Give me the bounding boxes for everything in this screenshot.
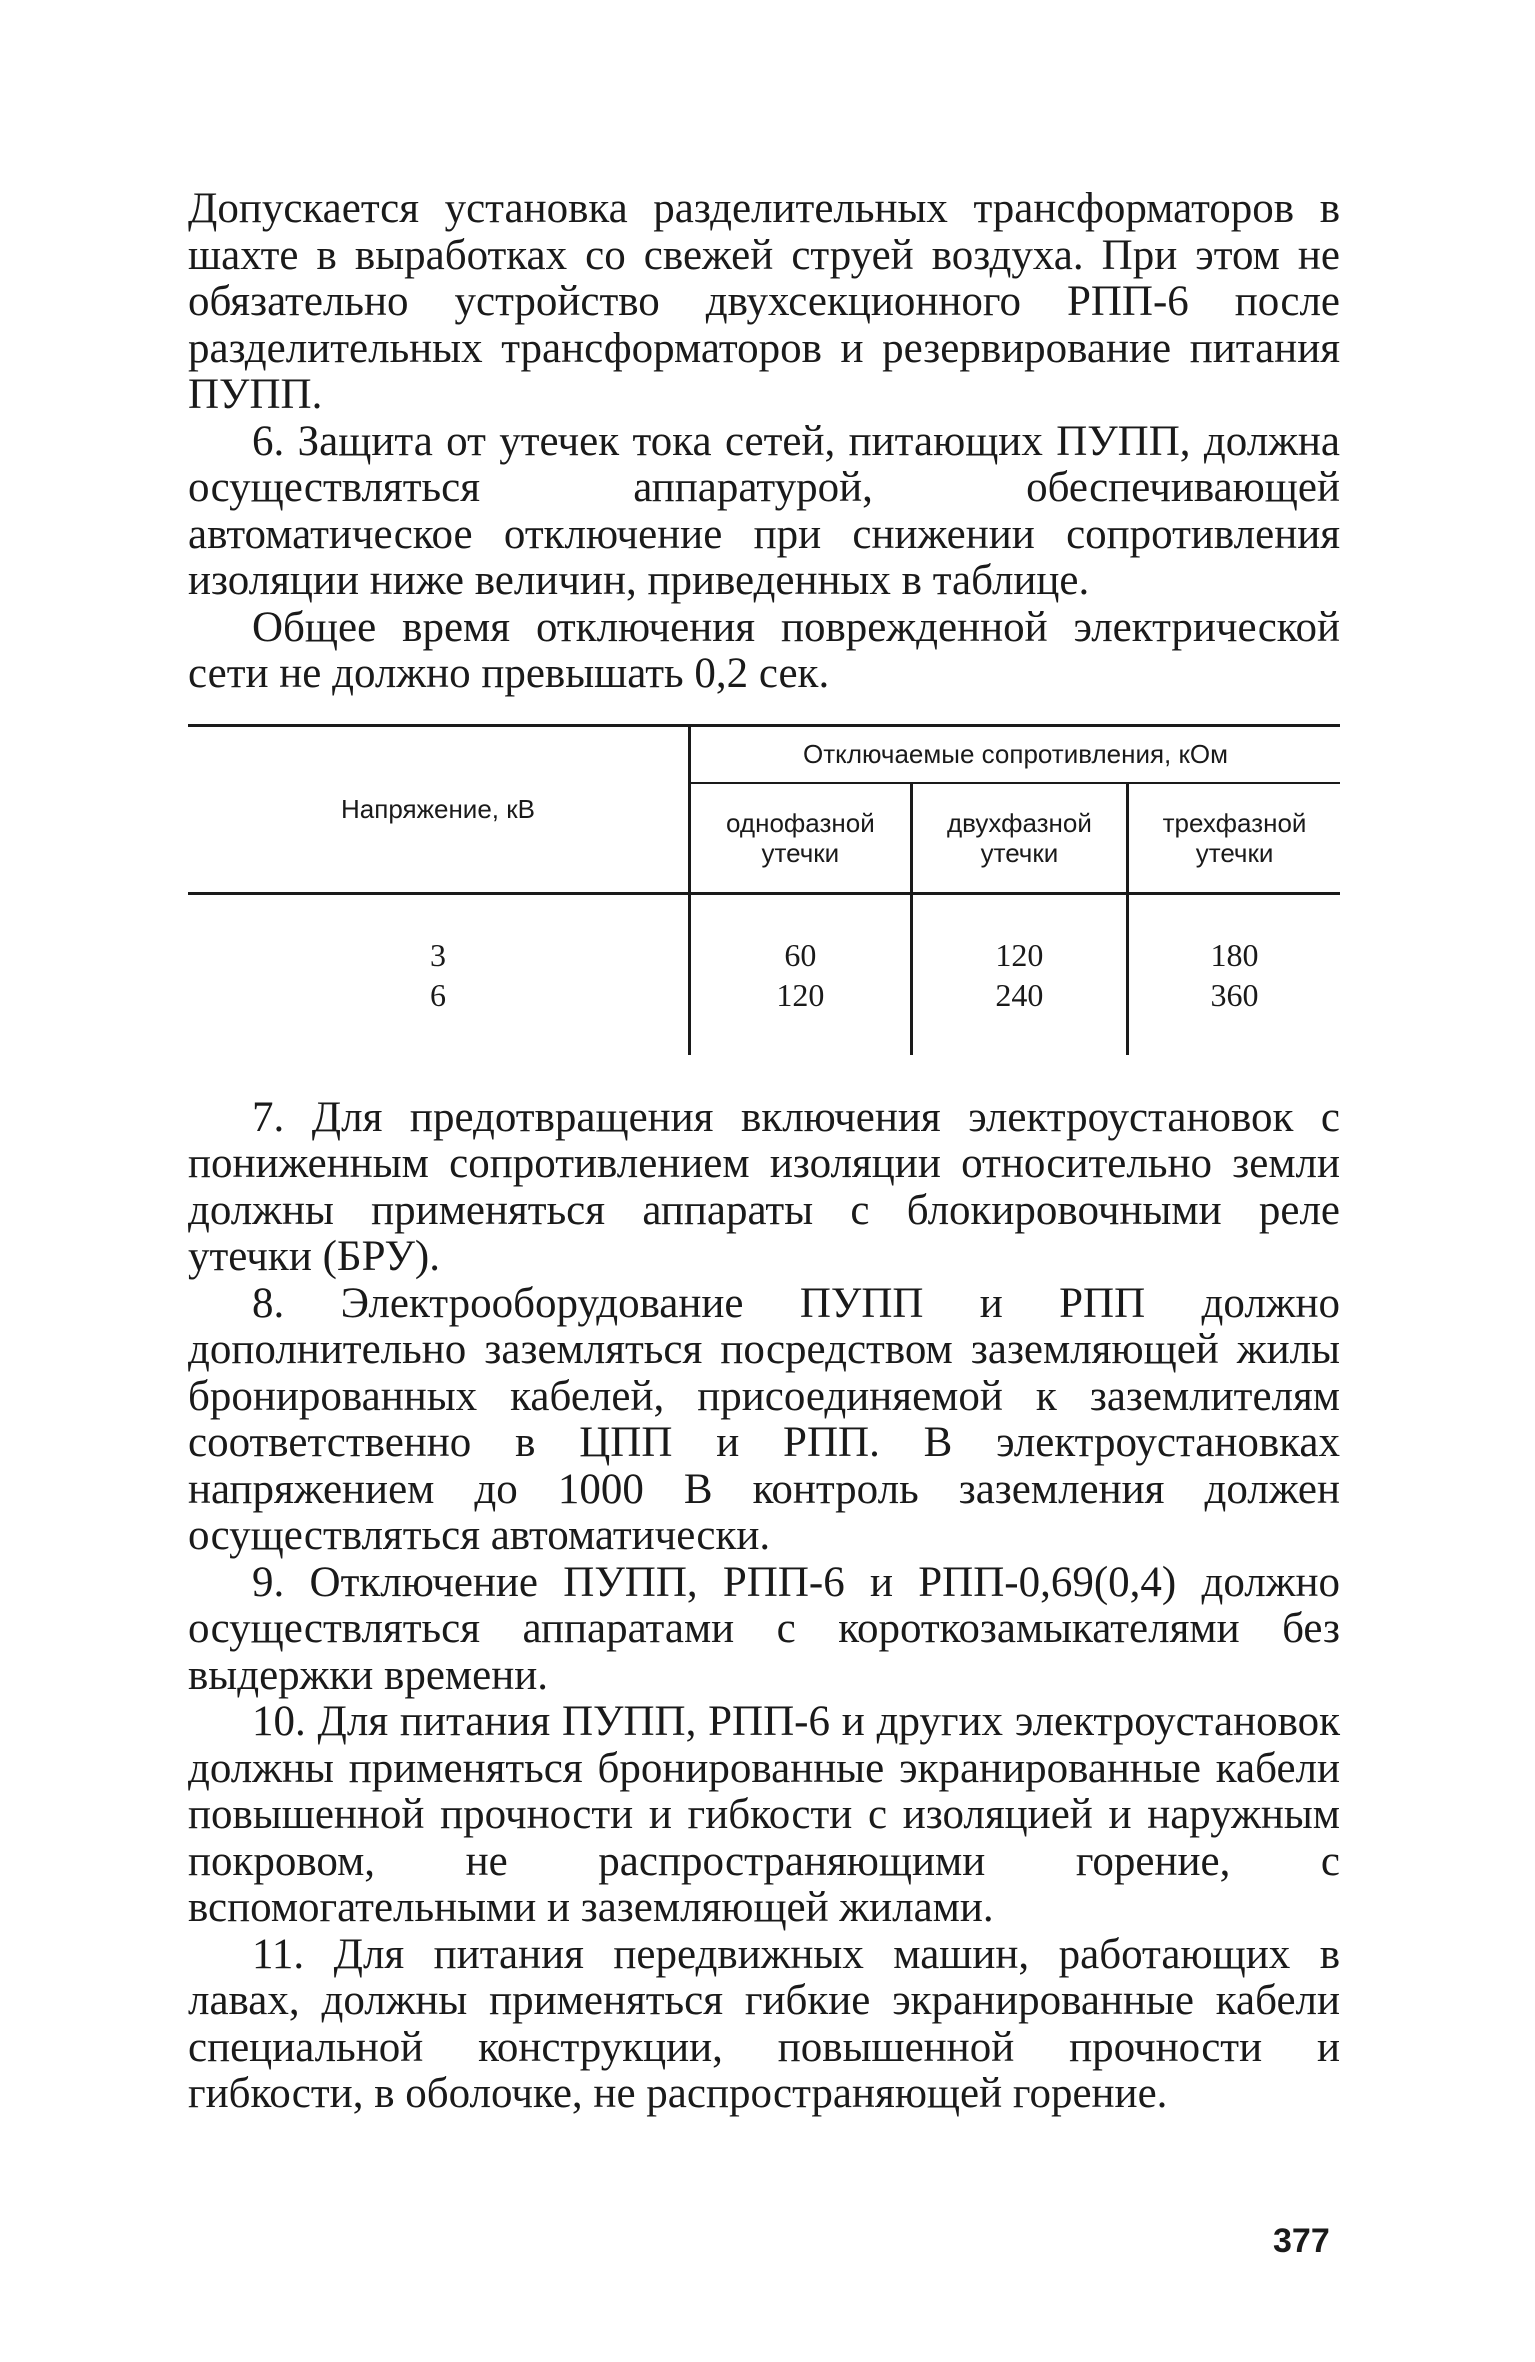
- two-phase-values: 120 240: [911, 893, 1127, 1055]
- voltage-header: Напряжение, кВ: [188, 725, 690, 893]
- three-phase-values: 180 360: [1210, 936, 1259, 1013]
- single-phase-header: однофазной утечки: [690, 783, 912, 894]
- page-number: 377: [1273, 2222, 1330, 2260]
- resistance-group-header: Отключаемые сопротивления, кОм: [690, 725, 1341, 783]
- resistance-table: [188, 724, 1340, 1055]
- three-phase-header: трехфазной утечки: [1128, 783, 1340, 894]
- table-row: [188, 893, 1340, 1055]
- voltage-values: 3 6: [188, 893, 690, 1055]
- paragraph-disconnect-time: Общее время отключения поврежденной электрической сети не должно превышать 0,2 сек.: [188, 603, 1340, 697]
- paragraph-item-8: 8. Электрооборудование ПУПП и РПП должно дополнительно заземляться посредством заземляющей жилы бронированных кабелей, присоединяемой к заземлителям соответственно в ЦПП и РПП. В электроустановках напряжением до 1000 В контроль заземления должен осуществляться автоматически.: [188, 1279, 1340, 1559]
- paragraph-item-7: 7. Для предотвращения включения электроустановок с пониженным сопротивлением изоляции относительно земли должны применяться аппараты с блокировочными реле утечки (БРУ).: [188, 1093, 1340, 1280]
- paragraph-item-9: 9. Отключение ПУПП, РПП-6 и РПП-0,69(0,4) должно осуществляться аппаратами с короткозамыкателями без выдержки времени.: [188, 1558, 1340, 1699]
- paragraph-item-10: 10. Для питания ПУПП, РПП-6 и других электроустановок должны применяться бронированные экранированные кабели повышенной прочности и гибкости с изоляцией и наружным покровом, не распространяющими горение, с вспомогательными и заземляющей жилами.: [188, 1698, 1340, 1931]
- paragraph-item-6: 6. Защита от утечек тока сетей, питающих ПУПП, должна осуществляться аппаратурой, обеспечивающей автоматическое отключение при снижении сопротивления изоляции ниже величин, приведенных в таблице.: [188, 417, 1340, 604]
- paragraph-transformers: Допускается установка разделительных трансформаторов в шахте в выработках со свежей струей воздуха. При этом не обязательно устройство двухсекционного РПП-6 после разделительных трансформаторов и резервирование питания ПУПП.: [188, 185, 1340, 418]
- two-phase-header: двухфазной утечки: [911, 783, 1127, 894]
- paragraph-item-11: 11. Для питания передвижных машин, работающих в лавах, должны применяться гибкие экранированные кабели специальной конструкции, повышенной прочности и гибкости, в оболочке, не распространяющей горение.: [188, 1930, 1340, 2117]
- page-body: [188, 186, 1340, 2118]
- single-phase-values: 60 120: [690, 893, 912, 1055]
